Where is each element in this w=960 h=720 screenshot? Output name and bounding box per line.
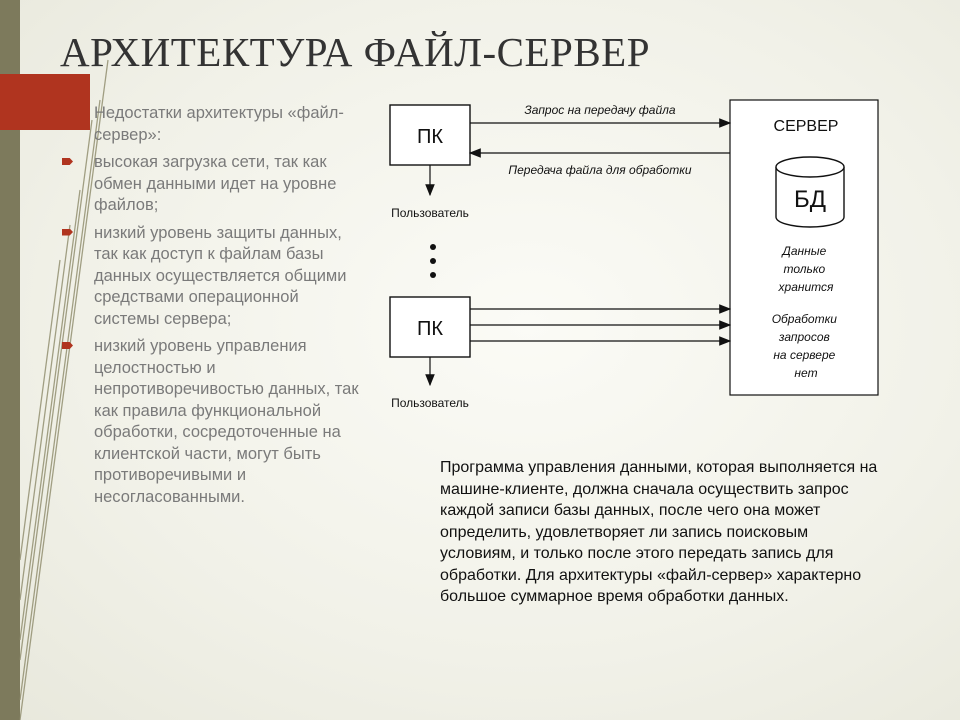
pc-label-1: ПК [416,126,444,148]
dot [430,244,436,250]
user-label-1: Пользователь [391,206,469,220]
dot [430,272,436,278]
bullet-item [62,103,367,146]
user-label-2: Пользователь [391,396,469,410]
bullet-text: низкий уровень управления целостностью и непротиворечивостью данных, так как правила функциональной обработки, сосредоточенные на клиентской части, могут быть противоречивыми и несогласованными. [94,337,359,506]
pc-label-2: ПК [416,318,444,340]
architecture-diagram [380,95,900,415]
bullet-text: Недостатки архитектуры «файл-сервер»: [94,104,344,144]
bullet-arrow-icon [62,229,73,236]
bullet-text: высокая загрузка сети, так как обмен данными идет на уровне файлов; [94,153,337,214]
page-title: АРХИТЕКТУРА ФАЙЛ-СЕРВЕР [60,29,651,75]
bullet-item [62,336,367,508]
server-note-1: Данные только хранится [778,244,834,294]
server-note-2: Обработки запросов на сервере нет [771,312,837,380]
bullet-arrow-icon [62,158,73,165]
description-paragraph: Программа управления данными, которая выполняется на машине-клиенте, должна сначала осуществить запрос каждой записи базы данных, после чего она может определить, удовлетворяет ли запись поисковым условиям, и только после этого передать запись для обработки. Для архитектуры «файл-сервер» характерно большое суммарное время обработки данных. [440,459,878,605]
bullet-list [62,103,367,514]
bullet-item [62,152,367,217]
db-label: БД [793,186,827,213]
bullet-arrow-icon [62,342,73,349]
request-label: Запрос на передачу файла [524,103,676,117]
dot [430,258,436,264]
bullet-item [62,223,367,331]
bullet-text: низкий уровень защиты данных, так как доступ к файлам базы данных осуществляется общими средствами операционной системы сервера; [94,223,347,328]
server-label: СЕРВЕР [773,118,839,135]
transfer-label: Передача файла для обработки [508,163,692,177]
